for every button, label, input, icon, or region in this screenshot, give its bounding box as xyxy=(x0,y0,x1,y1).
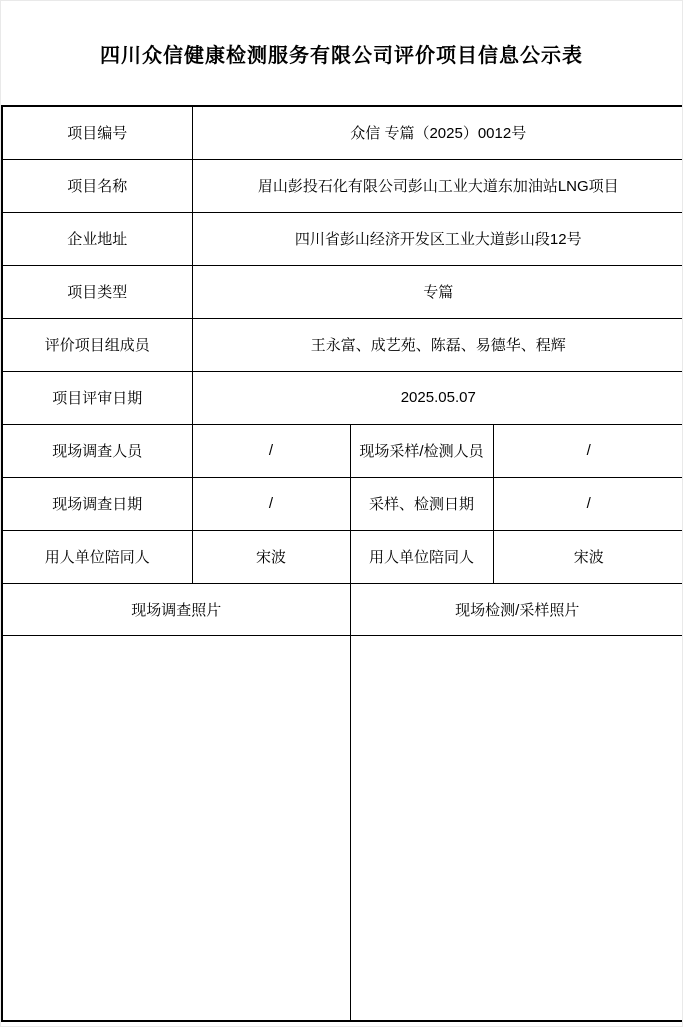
site-survey-personnel-label: 现场调查人员 xyxy=(2,424,192,477)
table-row-photo-headers xyxy=(2,583,683,635)
table-row-site-survey-date xyxy=(2,477,683,530)
project-name-value: 眉山彭投石化有限公司彭山工业大道东加油站LNG项目 xyxy=(192,159,683,212)
title-area xyxy=(1,1,682,105)
employer-escort-left-label: 用人单位陪同人 xyxy=(2,530,192,583)
table-row-photo-areas xyxy=(2,635,683,1021)
table-row-site-survey-personnel xyxy=(2,424,683,477)
sampling-personnel-label: 现场采样/检测人员 xyxy=(350,424,493,477)
site-survey-personnel-value: / xyxy=(192,424,350,477)
project-type-value: 专篇 xyxy=(192,265,683,318)
employer-escort-right-label: 用人单位陪同人 xyxy=(350,530,493,583)
sampling-date-value: / xyxy=(493,477,683,530)
sampling-personnel-value: / xyxy=(493,424,683,477)
site-survey-date-value: / xyxy=(192,477,350,530)
review-date-label: 项目评审日期 xyxy=(2,371,192,424)
project-name-label: 项目名称 xyxy=(2,159,192,212)
table-row-company-address xyxy=(2,212,683,265)
team-members-value: 王永富、成艺苑、陈磊、易德华、程辉 xyxy=(192,318,683,371)
site-survey-date-label: 现场调查日期 xyxy=(2,477,192,530)
review-date-value: 2025.05.07 xyxy=(192,371,683,424)
survey-photos-header: 现场调查照片 xyxy=(2,583,350,635)
employer-escort-right-value: 宋波 xyxy=(493,530,683,583)
company-address-value: 四川省彭山经济开发区工业大道彭山段12号 xyxy=(192,212,683,265)
table-row-employer-escort xyxy=(2,530,683,583)
table-row-project-name xyxy=(2,159,683,212)
team-members-label: 评价项目组成员 xyxy=(2,318,192,371)
sampling-photos-area xyxy=(350,635,683,1021)
project-type-label: 项目类型 xyxy=(2,265,192,318)
table-row-project-type xyxy=(2,265,683,318)
page-title: 四川众信健康检测服务有限公司评价项目信息公示表 xyxy=(100,44,583,67)
table-row-project-number xyxy=(2,106,683,159)
table-row-team-members xyxy=(2,318,683,371)
sampling-photos-header: 现场检测/采样照片 xyxy=(350,583,683,635)
table-row-review-date xyxy=(2,371,683,424)
sampling-date-label: 采样、检测日期 xyxy=(350,477,493,530)
company-address-label: 企业地址 xyxy=(2,212,192,265)
project-number-label: 项目编号 xyxy=(2,106,192,159)
project-info-table xyxy=(1,105,683,1022)
survey-photos-area xyxy=(2,635,350,1021)
employer-escort-left-value: 宋波 xyxy=(192,530,350,583)
project-number-value: 众信 专篇（2025）0012号 xyxy=(192,106,683,159)
